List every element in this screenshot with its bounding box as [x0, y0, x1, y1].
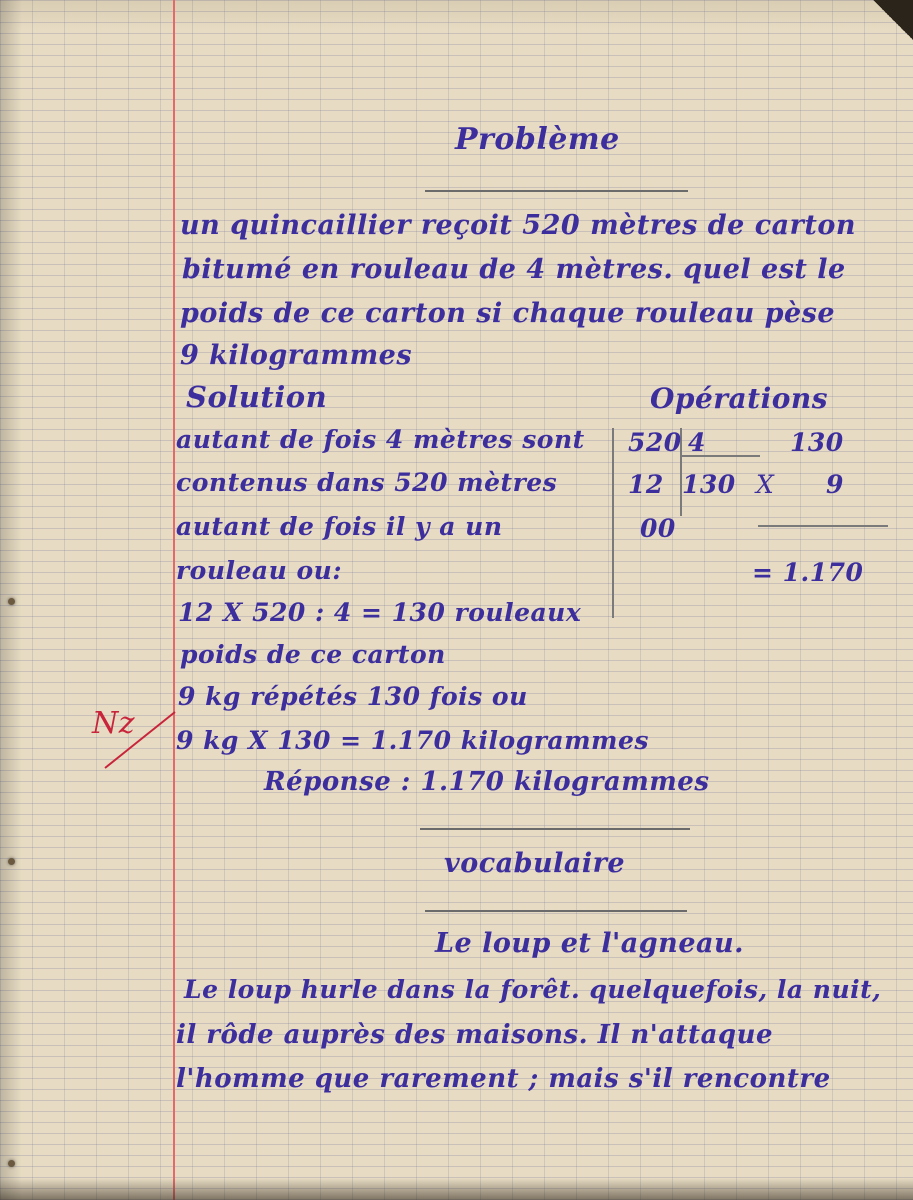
- margin-line: [173, 0, 175, 1200]
- multiplication-sign: X: [756, 470, 775, 499]
- page-bottom-shadow: [0, 1178, 913, 1200]
- teacher-mark-stroke: [95, 700, 185, 775]
- answer-line: Réponse : 1.170 kilogrammes: [264, 767, 710, 797]
- solution-line: contenus dans 520 mètres: [176, 468, 558, 497]
- multiplication-operand: 9: [826, 470, 844, 499]
- solution-line: 9 kg X 130 = 1.170 kilogrammes: [176, 726, 649, 755]
- binding-hole: [8, 598, 15, 605]
- vocabulary-line: Le loup hurle dans la forêt. quelquefois, la nuit,: [184, 975, 882, 1004]
- problem-heading: Problème: [455, 122, 620, 157]
- multiplication-bar: [758, 525, 888, 527]
- vocabulary-subtitle: Le loup et l'agneau.: [435, 928, 745, 959]
- binding-hole: [8, 858, 15, 865]
- vocabulary-line: l'homme que rarement ; mais s'il rencontre: [176, 1064, 831, 1094]
- heading-rule: [425, 190, 688, 192]
- division-divisor: 4: [688, 428, 706, 457]
- vocabulary-line: il rôde auprès des maisons. Il n'attaque: [176, 1020, 774, 1050]
- binding-hole: [8, 1160, 15, 1167]
- teacher-mark: Nz: [92, 706, 136, 741]
- division-quotient: 130: [682, 470, 736, 499]
- problem-line: poids de ce carton si chaque rouleau pèse: [180, 298, 836, 329]
- solution-line: autant de fois 4 mètres sont: [176, 425, 585, 454]
- multiplication-result: = 1.170: [752, 558, 864, 587]
- page-corner: [873, 0, 913, 40]
- section-rule: [420, 828, 690, 830]
- vocabulary-heading: vocabulaire: [444, 848, 626, 879]
- solution-line: autant de fois il y a un: [176, 512, 503, 541]
- problem-line: un quincaillier reçoit 520 mètres de carton: [180, 210, 857, 241]
- problem-line: bitumé en rouleau de 4 mètres. quel est le: [182, 254, 846, 285]
- solution-line: 12 X 520 : 4 = 130 rouleaux: [178, 598, 582, 627]
- solution-line: 9 kg répétés 130 fois ou: [178, 682, 528, 711]
- multiplication-operand: 130: [790, 428, 844, 457]
- solution-heading: Solution: [186, 380, 328, 414]
- division-remainder: 00: [640, 514, 676, 543]
- section-rule: [425, 910, 687, 912]
- solution-line: poids de ce carton: [180, 640, 446, 669]
- division-partial: 12: [628, 470, 664, 499]
- solution-line: rouleau ou:: [176, 556, 343, 585]
- operations-divider: [612, 428, 614, 618]
- operations-heading: Opérations: [650, 382, 829, 415]
- problem-line: 9 kilogrammes: [180, 340, 413, 371]
- division-dividend: 520: [628, 428, 682, 457]
